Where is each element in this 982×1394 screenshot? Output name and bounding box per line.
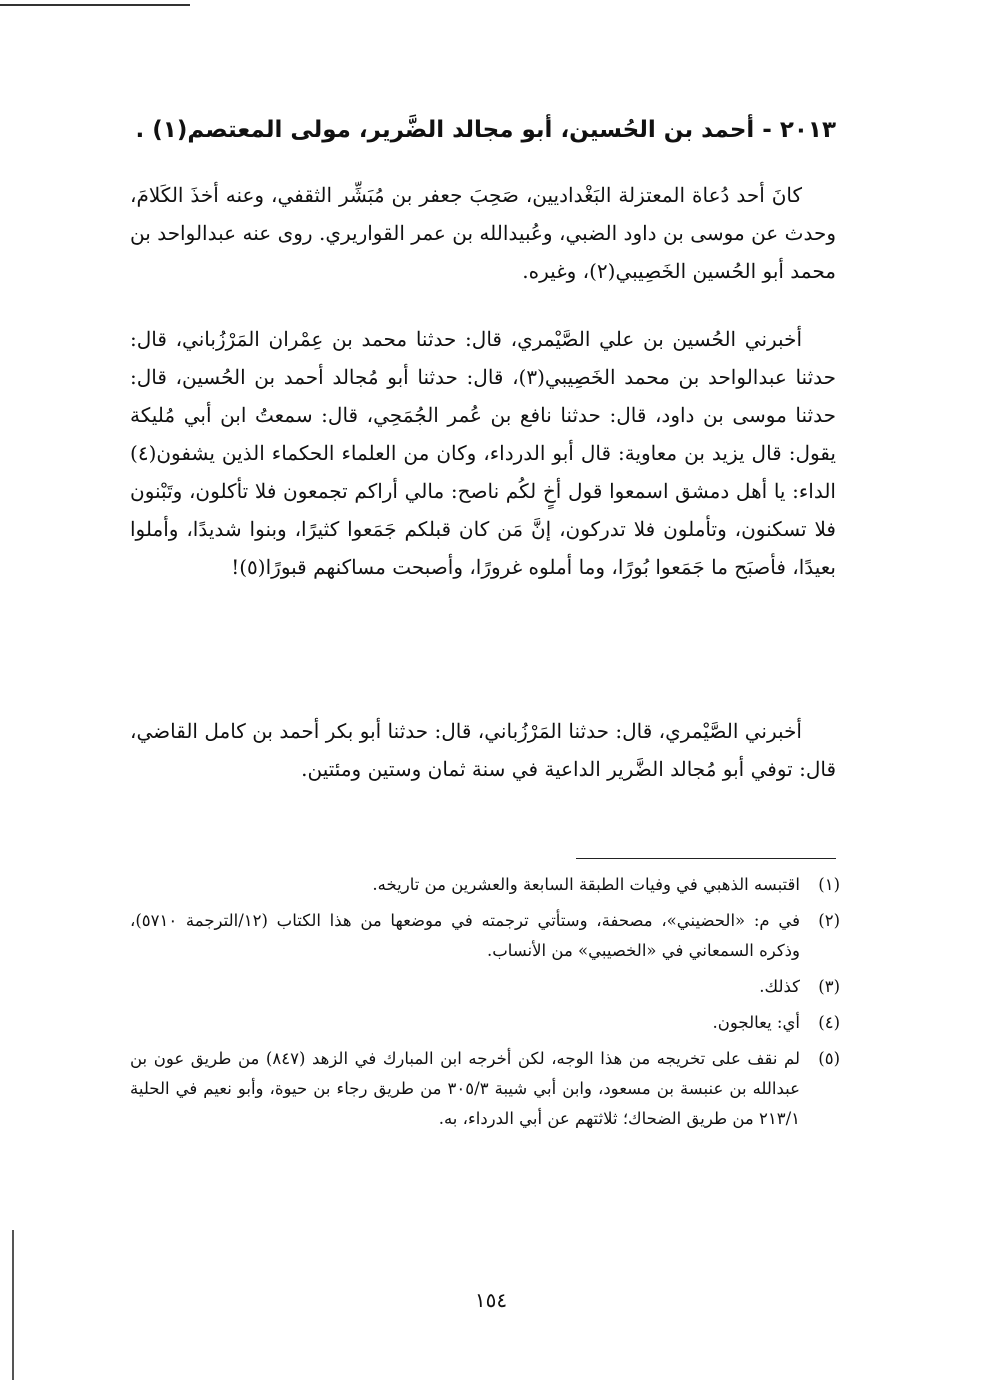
footnote-number: (٥) (818, 1049, 840, 1068)
footnote-number: (١) (818, 875, 840, 894)
footnote-1 (130, 870, 840, 900)
footnote-text: أي: يعالجون. (712, 1013, 800, 1032)
page-number: ١٥٤ (474, 1288, 508, 1312)
footnote-4 (130, 1008, 840, 1038)
footnote-text: كذلك. (759, 977, 800, 996)
footnote-separator (576, 858, 836, 859)
paragraph-2-text: أخبرني الحُسين بن علي الصَّيْمري، قال: حدثنا محمد بن عِمْران المَرْزُباني، قال: حدثنا عبدالواحد بن محمد الخَصِيبي(٣)، قال: حدثنا أبو مُجالد أحمد بن الحُسين، قال: حدثنا موسى بن داود، قال: حدثنا نافع بن عُمر الجُمَحِي، قال: سمعتُ ابن أبي مُليكة يقول: قال يزيد بن معاوية: قال أبو الدرداء، وكان من العلماء الحكماء الذين يشفون(٤) الداء: يا أهل دمشق اسمعوا قول أخٍ لكُم ناصح: مالي أراكم تجمعون فلا تأكلون، وتَبْنون فلا تسكنون، وتأملون فلا تدركون، إنَّ مَن كان قبلكم جَمَعوا كثيرًا، وبنوا شديدًا، وأملوا بعيدًا، فأصبَح ما جَمَعوا بُورًا، وما أملوه غرورًا، وأصبحت مساكنهم قبورًا(٥)! (130, 327, 836, 579)
footnote-2 (130, 906, 840, 966)
paragraph-3 (130, 712, 836, 788)
paragraph-2 (130, 320, 836, 586)
paragraph-1-text: كانَ أحد دُعاة المعتزلة البَغْداديين، صَحِبَ جعفر بن مُبَشِّر الثقفي، وعنه أخذَ الكَلامَ، وحدث عن موسى بن داود الضبي، وعُبيدالله بن عمر القواريري. روى عنه عبدالواحد بن محمد أبو الحُسين الخَصِيبي(٢)، وغيره. (130, 183, 836, 283)
footnote-number: (٤) (818, 1013, 840, 1032)
scan-edge-line (0, 4, 190, 6)
footnote-text: اقتبسه الذهبي في وفيات الطبقة السابعة والعشرين من تاريخه. (372, 875, 800, 894)
footnotes (130, 870, 840, 1140)
footnote-text: لم نقف على تخريجه من هذا الوجه، لكن أخرجه ابن المبارك في الزهد (٨٤٧) من طريق عون بن عبدالله بن عنبسة بن مسعود، وابن أبي شيبة ٣٠٥/٣ من طريق رجاء بن حيوة، وأبو نعيم في الحلية ٢١٣/١ من طريق الضحاك؛ ثلاثتهم عن أبي الدرداء، به. (130, 1049, 801, 1128)
paragraph-1 (130, 176, 836, 290)
footnote-number: (٣) (818, 977, 840, 996)
paragraph-3-text: أخبرني الصَّيْمري، قال: حدثنا المَرْزُباني، قال: حدثنا أبو بكر أحمد بن كامل القاضي، قال: توفي أبو مُجالد الضَّرير الداعية في سنة ثمان وستين ومئتين. (130, 719, 836, 781)
footnote-3 (130, 972, 840, 1002)
entry-heading: ٢٠١٣ - أحمد بن الحُسين، أبو مجالد الضَّرير، مولى المعتصم(١) . (135, 117, 836, 143)
footnote-5 (130, 1044, 840, 1134)
footnote-number: (٢) (818, 911, 840, 930)
footnote-text: في م: «الحضيني»، مصحفة، وستأتي ترجمته في موضعها من هذا الكتاب (١٢/الترجمة ٥٧١٠)، وذكره السمعاني في «الخصيبي» من الأنساب. (130, 911, 800, 960)
